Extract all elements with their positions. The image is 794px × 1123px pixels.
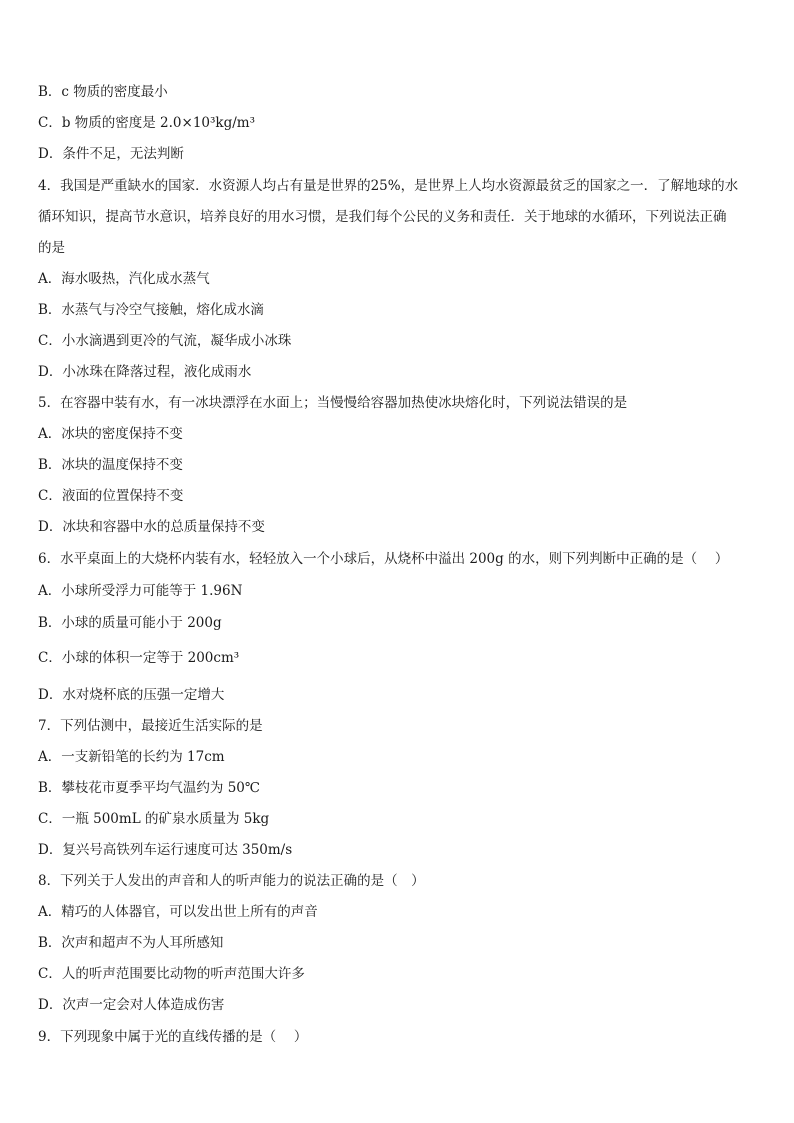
question-5: 5．在容器中装有水，有一冰块漂浮在水面上；当慢慢给容器加热使冰块熔化时，下列说法错误的是 <box>38 395 628 411</box>
option-6d: D．水对烧杯底的压强一定增大 <box>38 687 225 703</box>
option-7a: A．一支新铅笔的长约为 17cm <box>38 749 225 765</box>
question-4-line-1: 4．我国是严重缺水的国家．水资源人均占有量是世界的25%，是世界上人均水资源最贫乏的国家之一．了解地球的水 <box>38 178 739 194</box>
option-6c: C．小球的体积一定等于 200cm³ <box>38 650 240 666</box>
question-6: 6．水平桌面上的大烧杯内装有水，轻轻放入一个小球后，从烧杯中溢出 200g 的水，则下列判断中正确的是（ ） <box>38 551 729 567</box>
option-3c: C．b 物质的密度是 2.0×10³kg/m³ <box>38 115 256 131</box>
option-7c: C．一瓶 500mL 的矿泉水质量为 5kg <box>38 811 270 827</box>
question-4-line-2: 循环知识，提高节水意识，培养良好的用水习惯，是我们每个公民的义务和责任．关于地球的水循环，下列说法正确 <box>38 209 727 225</box>
option-8c: C．人的听声范围要比动物的听声范围大许多 <box>38 966 305 982</box>
option-5b: B．冰块的温度保持不变 <box>38 457 183 473</box>
option-6b: B．小球的质量可能小于 200g <box>38 615 222 631</box>
option-4c: C．小水滴遇到更冷的气流，凝华成小冰珠 <box>38 333 292 349</box>
question-7: 7．下列估测中，最接近生活实际的是 <box>38 718 263 734</box>
option-4a: A．海水吸热，汽化成水蒸气 <box>38 271 210 287</box>
option-8a: A．精巧的人体器官，可以发出世上所有的声音 <box>38 904 318 920</box>
option-5a: A．冰块的密度保持不变 <box>38 426 183 442</box>
option-5d: D．冰块和容器中水的总质量保持不变 <box>38 519 265 535</box>
option-4b: B．水蒸气与冷空气接触，熔化成水滴 <box>38 302 264 318</box>
option-8d: D．次声一定会对人体造成伤害 <box>38 997 225 1013</box>
option-8b: B．次声和超声不为人耳所感知 <box>38 935 224 951</box>
question-4-line-3: 的是 <box>38 240 65 256</box>
option-4d: D．小冰珠在降落过程，液化成雨水 <box>38 364 252 380</box>
question-8: 8．下列关于人发出的声音和人的听声能力的说法正确的是（ ） <box>38 873 425 889</box>
option-5c: C．液面的位置保持不变 <box>38 488 184 504</box>
question-9: 9．下列现象中属于光的直线传播的是（ ） <box>38 1029 308 1045</box>
option-3d: D．条件不足，无法判断 <box>38 146 184 162</box>
option-7b: B．攀枝花市夏季平均气温约为 50℃ <box>38 780 260 796</box>
option-3b: B．c 物质的密度最小 <box>38 84 168 100</box>
option-7d: D．复兴号高铁列车运行速度可达 350m/s <box>38 842 293 858</box>
option-6a: A．小球所受浮力可能等于 1.96N <box>38 583 243 599</box>
